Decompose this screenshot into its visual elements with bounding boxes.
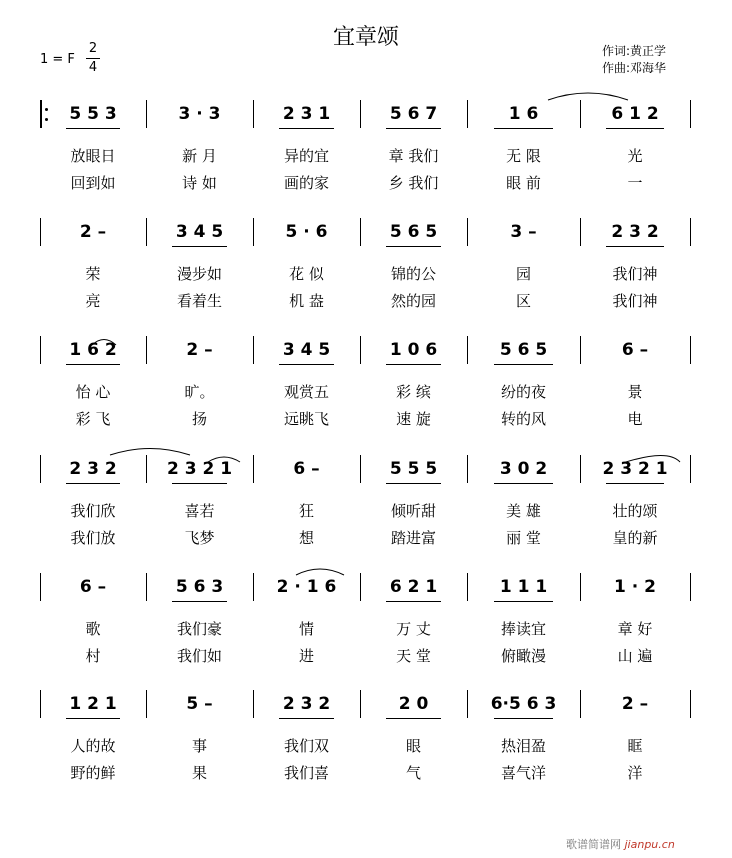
lyric-verse-2: 丽 堂	[506, 529, 541, 547]
watermark-cn: 歌谱简谱网	[566, 838, 621, 851]
lyric-verse-1: 眼	[405, 737, 421, 755]
lyric-verse-2: 进	[298, 647, 314, 665]
measure-notes: 6 1 2	[611, 104, 659, 124]
measure-notes: 1 6 2	[69, 340, 117, 360]
lyric-verse-2: 村	[85, 647, 101, 665]
lyric-verse-1: 旷。	[184, 383, 215, 401]
measure-notes: 2 3 2	[282, 694, 331, 714]
measure-notes: 2 –	[621, 694, 649, 714]
slur	[208, 457, 240, 462]
lyric-verse-1: 我们豪	[176, 620, 222, 638]
measure-notes: 3 · 3	[178, 104, 221, 124]
lyric-verse-2: 彩 飞	[75, 410, 111, 428]
lyric-verse-2: 回到如	[70, 174, 116, 192]
lyric-verse-2: 气	[405, 764, 421, 782]
lyric-verse-2: 亮	[85, 292, 101, 310]
measure-notes: 5 5 3	[69, 104, 117, 124]
lyric-verse-1: 异的宜	[283, 147, 329, 165]
lyric-verse-2: 想	[298, 529, 314, 547]
lyric-verse-2: 乡 我们	[388, 174, 439, 192]
lyric-verse-1: 事	[191, 737, 207, 755]
lyric-verse-1: 眶	[627, 737, 643, 755]
measure-notes: 5 6 5	[389, 222, 438, 242]
lyric-verse-2: 皇的新	[612, 529, 658, 547]
lyric-verse-2: 眼 前	[506, 174, 541, 192]
measure-notes: 2 3 2 1	[602, 459, 668, 479]
lyric-verse-1: 彩 缤	[396, 383, 431, 401]
lyric-verse-1: 人的故	[70, 737, 116, 755]
lyric-verse-1: 花 似	[289, 265, 324, 283]
lyric-verse-2: 区	[515, 292, 531, 310]
lyric-verse-2: 机 盎	[289, 292, 324, 310]
lyric-verse-2: 山 遍	[617, 647, 653, 665]
lyric-verse-1: 无 限	[506, 147, 541, 165]
measure-notes: 6 –	[621, 340, 649, 360]
lyric-verse-2: 一	[627, 174, 643, 192]
measure-notes: 5 6 3	[175, 577, 224, 597]
measure-notes: 2 0	[398, 694, 429, 714]
measure-notes: 2 3 2	[611, 222, 659, 242]
lyric-verse-1: 美 雄	[506, 502, 541, 520]
lyric-verse-2: 洋	[627, 764, 643, 782]
lyric-verse-1: 荣	[85, 265, 101, 283]
measure-notes: 6 –	[293, 459, 320, 479]
lyric-verse-2: 飞梦	[184, 529, 215, 547]
lyric-verse-2: 看着生	[176, 292, 222, 310]
lyric-verse-1: 章 好	[617, 620, 653, 638]
lyric-verse-2: 然的园	[390, 292, 436, 310]
key-signature: 1 = F	[40, 52, 75, 67]
measure-notes: 3 –	[510, 222, 537, 242]
measure-notes: 1 0 6	[389, 340, 438, 360]
lyric-verse-1: 热泪盈	[500, 737, 546, 755]
lyric-verse-2: 诗 如	[182, 174, 217, 192]
lyric-verse-1: 章 我们	[388, 147, 439, 165]
lyric-verse-1: 新 月	[182, 147, 217, 165]
measure-notes: 6 2 1	[389, 577, 438, 597]
measure-notes: 3 0 2	[499, 459, 548, 479]
lyric-verse-1: 我们欣	[70, 502, 116, 520]
lyric-verse-1: 歌	[85, 620, 101, 638]
measure-notes: 2 · 1 6	[276, 577, 337, 597]
lyric-verse-2: 野的鲜	[70, 764, 116, 782]
lyric-verse-1: 情	[298, 620, 314, 638]
measure-notes: 3 4 5	[175, 222, 224, 242]
measure-notes: 5 6 7	[389, 104, 438, 124]
lyric-verse-2: 果	[191, 764, 207, 782]
lyric-verse-1: 倾听甜	[390, 502, 436, 520]
lyric-verse-1: 纷的夜	[500, 383, 546, 401]
lyric-verse-1: 怡 心	[75, 383, 111, 401]
measure-notes: 2 –	[186, 340, 213, 360]
measure-notes: 2 3 1	[282, 104, 331, 124]
slur	[296, 569, 344, 575]
slur	[626, 456, 680, 463]
lyric-verse-1: 园	[515, 265, 531, 283]
measure-notes: 6·5 6 3	[490, 694, 557, 714]
lyric-verse-2: 天 堂	[396, 647, 431, 665]
lyric-verse-2: 远眺飞	[283, 410, 329, 428]
composer-credit: 作曲:邓海华	[602, 61, 667, 75]
lyric-verse-1: 捧读宜	[500, 620, 546, 638]
lyric-verse-1: 万 丈	[396, 620, 431, 638]
lyric-verse-2: 我们放	[70, 529, 116, 547]
lyric-verse-1: 漫步如	[176, 265, 222, 283]
measure-notes: 1 1 1	[499, 577, 548, 597]
time-signature-top: 2	[88, 41, 98, 56]
lyric-verse-2: 画的家	[283, 174, 329, 192]
measure-notes: 2 3 2	[69, 459, 117, 479]
lyric-verse-1: 壮的颂	[612, 502, 658, 520]
measure-notes: 5 5 5	[389, 459, 438, 479]
slur	[110, 449, 190, 456]
measure-notes: 5 · 6	[285, 222, 328, 242]
watermark	[566, 836, 675, 852]
measure-notes: 1 2 1	[69, 694, 117, 714]
lyric-verse-2: 电	[627, 410, 643, 428]
lyric-verse-1: 我们神	[612, 265, 658, 283]
measure-notes: 5 6 5	[499, 340, 548, 360]
lyric-verse-2: 踏进富	[390, 529, 436, 547]
measure-notes: 6 –	[79, 577, 107, 597]
lyric-verse-2: 我们喜	[283, 764, 329, 782]
lyric-verse-1: 狂	[298, 502, 314, 520]
measure-notes: 3 4 5	[282, 340, 331, 360]
lyric-verse-2: 俯瞰漫	[500, 647, 546, 665]
lyricist-credit: 作词:黄正学	[602, 44, 667, 58]
time-signature-bottom: 4	[88, 60, 98, 75]
lyric-verse-2: 喜气洋	[500, 764, 546, 782]
slur	[548, 93, 628, 100]
lyric-verse-1: 我们双	[283, 737, 329, 755]
watermark-en: jianpu.cn	[624, 838, 675, 851]
measure-notes: 5 –	[186, 694, 213, 714]
lyric-verse-2: 我们神	[612, 292, 658, 310]
lyric-verse-2: 速 旋	[396, 410, 431, 428]
lyric-verse-1: 光	[627, 147, 643, 165]
lyric-verse-1: 放眼日	[70, 147, 116, 165]
measure-notes: 1 6	[508, 104, 539, 124]
lyric-verse-2: 我们如	[176, 647, 222, 665]
lyric-verse-2: 转的风	[500, 410, 546, 428]
song-title: 宜章颂	[332, 25, 399, 50]
slur	[92, 340, 116, 346]
measure-notes: 1 · 2	[614, 577, 656, 597]
measure-notes: 2 –	[79, 222, 107, 242]
lyric-verse-2: 扬	[191, 410, 207, 428]
lyric-verse-1: 喜若	[184, 502, 215, 520]
lyric-verse-1: 观赏五	[283, 383, 329, 401]
lyric-verse-1: 景	[627, 383, 643, 401]
measure-notes: 2 3 2 1	[166, 459, 233, 479]
lyric-verse-1: 锦的公	[390, 265, 436, 283]
